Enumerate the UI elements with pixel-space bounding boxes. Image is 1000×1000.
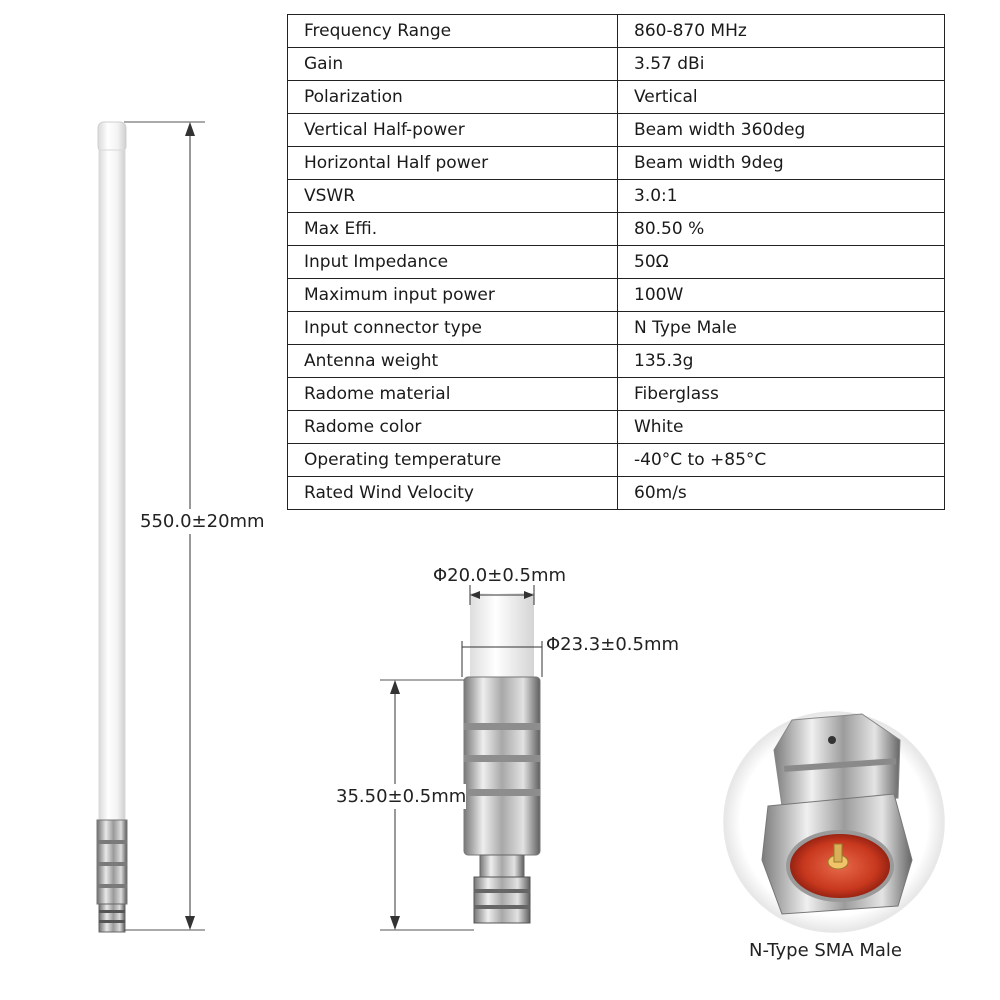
table-row [288, 312, 945, 345]
table-row [288, 81, 945, 114]
spec-label: Max Effi. [288, 213, 618, 246]
spec-value: N Type Male [618, 312, 945, 345]
base-diameter-label: Φ23.3±0.5mm [546, 634, 680, 655]
spec-value: 60m/s [618, 477, 945, 510]
table-row [288, 180, 945, 213]
table-row [288, 15, 945, 48]
spec-label: VSWR [288, 180, 618, 213]
spec-label: Antenna weight [288, 345, 618, 378]
spec-label: Vertical Half-power [288, 114, 618, 147]
spec-label: Frequency Range [288, 15, 618, 48]
spec-label: Rated Wind Velocity [288, 477, 618, 510]
spec-value: 3.0:1 [618, 180, 945, 213]
table-row [288, 279, 945, 312]
radome-diameter-label: Φ20.0±0.5mm [433, 565, 567, 586]
spec-value: White [618, 411, 945, 444]
spec-value: Vertical [618, 81, 945, 114]
spec-label: Operating temperature [288, 444, 618, 477]
spec-value: 860-870 MHz [618, 15, 945, 48]
spec-value: Beam width 9deg [618, 147, 945, 180]
spec-value: 100W [618, 279, 945, 312]
spec-label: Horizontal Half power [288, 147, 618, 180]
connector-length-label: 35.50±0.5mm [336, 786, 467, 807]
connector-detail-illustration [370, 585, 570, 935]
spec-label: Polarization [288, 81, 618, 114]
table-row [288, 114, 945, 147]
spec-value: Fiberglass [618, 378, 945, 411]
spec-value: -40°C to +85°C [618, 444, 945, 477]
spec-value: 135.3g [618, 345, 945, 378]
spec-value: Beam width 360deg [618, 114, 945, 147]
table-row [288, 213, 945, 246]
length-dimension-label: 550.0±20mm [140, 511, 265, 532]
spec-label: Gain [288, 48, 618, 81]
table-row [288, 147, 945, 180]
spec-label: Radome material [288, 378, 618, 411]
table-row [288, 246, 945, 279]
table-row [288, 411, 945, 444]
spec-label: Input Impedance [288, 246, 618, 279]
table-row [288, 345, 945, 378]
spec-value: 80.50 % [618, 213, 945, 246]
spec-label: Radome color [288, 411, 618, 444]
table-row [288, 444, 945, 477]
table-row [288, 48, 945, 81]
spec-value: 50Ω [618, 246, 945, 279]
connector-caption: N-Type SMA Male [749, 940, 902, 961]
spec-label: Maximum input power [288, 279, 618, 312]
spec-label: Input connector type [288, 312, 618, 345]
spec-table [287, 14, 945, 510]
table-row [288, 477, 945, 510]
table-row [288, 378, 945, 411]
n-type-connector-illustration [722, 710, 946, 934]
spec-value: 3.57 dBi [618, 48, 945, 81]
